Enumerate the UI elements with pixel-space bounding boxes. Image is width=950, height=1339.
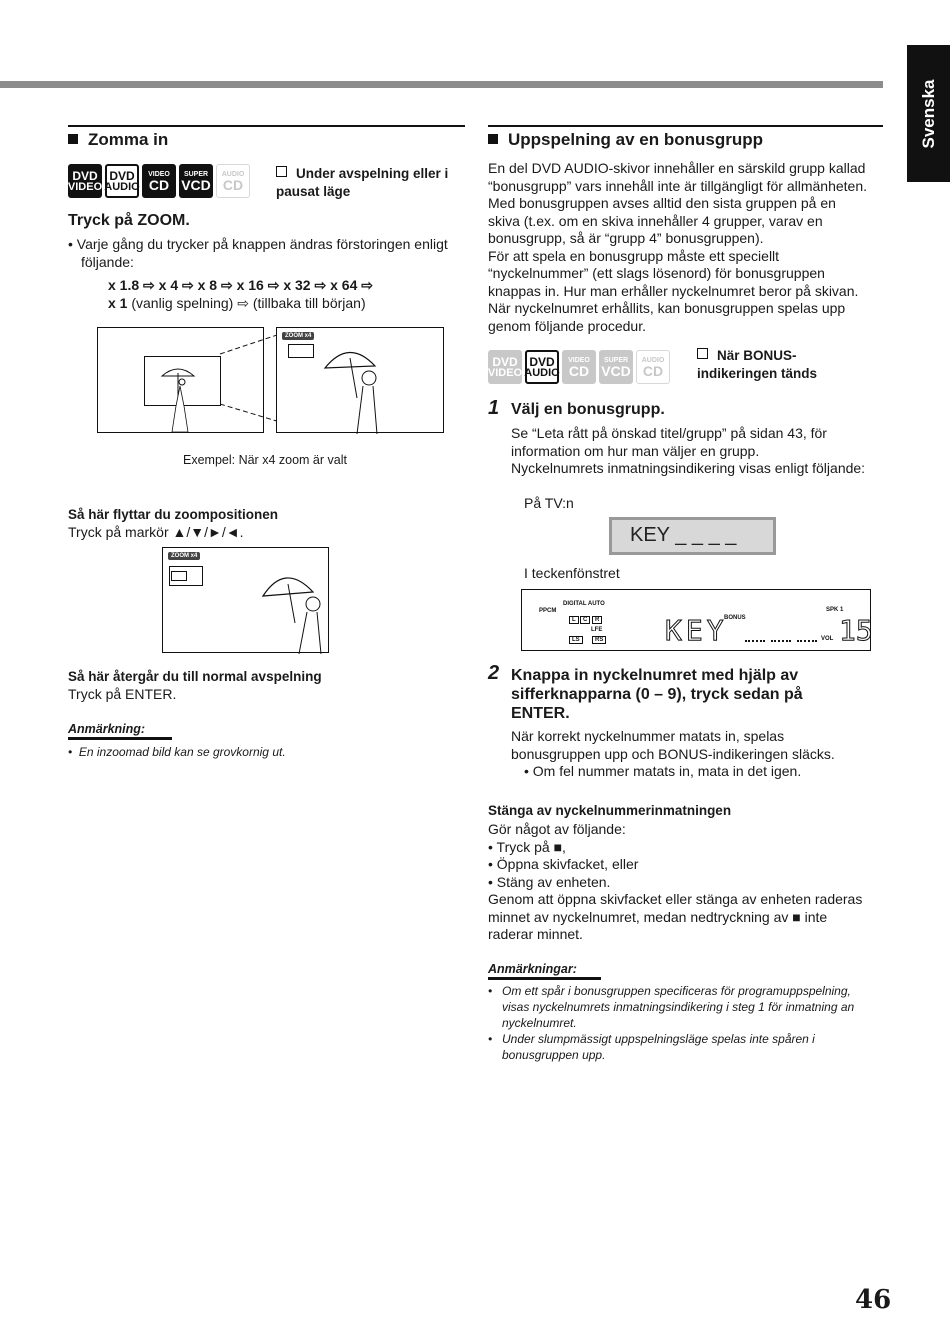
zoomed-view-frame bbox=[276, 327, 444, 433]
intro-line: “bonusgrupp” vars innehåll inte är tillgängligt för allmänheten. bbox=[488, 177, 867, 194]
super-vcd-badge: SUPER VCD bbox=[179, 164, 213, 198]
step-2-line: bonusgruppen upp och BONUS-indikeringen släcks. bbox=[511, 745, 835, 762]
zoom-sequence-x1: x 1 bbox=[108, 295, 128, 311]
square-bullet-icon bbox=[488, 134, 498, 144]
condition-text: Under avspelning eller i pausat läge bbox=[276, 166, 449, 199]
note-line: Om ett spår i bonusgruppen specificeras för programuppspelning, bbox=[502, 984, 851, 998]
step-1-line: information om hur man väljer en grupp. bbox=[511, 442, 760, 459]
digit-placeholder bbox=[771, 640, 791, 642]
stop-bullet: • Öppna skivfacket, eller bbox=[488, 856, 639, 872]
section-title-bonus bbox=[488, 130, 763, 150]
header-bar bbox=[0, 81, 883, 88]
note-rule bbox=[68, 737, 172, 740]
condition-text: När BONUS-indikeringen tänds bbox=[697, 348, 818, 381]
language-tab-label: Svenska bbox=[918, 79, 938, 148]
video-cd-badge: VIDEO CD bbox=[562, 350, 596, 384]
umbrella-person-moved-illustration bbox=[163, 548, 330, 654]
step-2-line: När korrekt nyckelnummer matats in, spelas bbox=[511, 728, 785, 744]
step-2-title-line: sifferknapparna (0 – 9), tryck sedan på bbox=[511, 686, 803, 703]
intro-line: Med bonusgruppen avses alltid den sista gruppen på en bbox=[488, 195, 836, 211]
channel-c: C bbox=[580, 616, 590, 624]
intro-line: skiva (t.ex. om en skiva innehåller 4 grupper, varav en bbox=[488, 212, 823, 229]
intro-line: bonusgrupp, så är “grupp 4” bonusgruppen). bbox=[488, 230, 764, 246]
move-zoom-frame bbox=[162, 547, 329, 653]
condition-note bbox=[276, 165, 466, 201]
notes-list bbox=[488, 983, 888, 1063]
page-number: 46 bbox=[855, 1285, 892, 1315]
super-vcd-badge: SUPER VCD bbox=[599, 350, 633, 384]
step-2-number: 2 bbox=[488, 662, 500, 684]
move-zoom-text: Tryck på markör ▲/▼/►/◄. bbox=[68, 524, 244, 540]
zoom-indicator-label-2: ZOOM x4 bbox=[168, 552, 200, 560]
digital-auto-indicator: DIGITAL AUTO bbox=[563, 601, 605, 607]
in-window-label: I teckenfönstret bbox=[524, 565, 620, 581]
zoom-bullet-text: Varje gång du trycker på knappen ändras förstoringen enligt följande: bbox=[76, 236, 448, 270]
dvd-video-badge: DVD VIDEO bbox=[68, 164, 102, 198]
step-1-title: Välj en bonusgrupp. bbox=[511, 401, 665, 418]
key-segment-text: KEY bbox=[665, 614, 728, 647]
dvd-audio-badge: DVD AUDIO bbox=[525, 350, 559, 384]
stop-bullet-text: Stäng av enheten. bbox=[496, 873, 611, 890]
channel-rs: RS bbox=[592, 636, 606, 644]
notes-rule bbox=[488, 977, 601, 980]
language-tab bbox=[907, 45, 950, 182]
note-title: Anmärkning: bbox=[68, 722, 146, 736]
zoom-sequence-rest: (vanlig spelning) ⇨ (tillbaka till början) bbox=[127, 295, 366, 311]
audio-cd-badge: AUDIO CD bbox=[216, 164, 250, 198]
digit-placeholder bbox=[745, 640, 765, 642]
note-line: bonusgruppen upp. bbox=[502, 1048, 606, 1062]
umbrella-person-large-illustration bbox=[277, 328, 445, 434]
intro-line: För att spela en bonusgrupp måste ett speciellt bbox=[488, 247, 780, 264]
stop-bullet-text: Tryck på ■, bbox=[496, 838, 566, 855]
dvd-video-badge: DVD VIDEO bbox=[488, 350, 522, 384]
tv-key-display: KEY _ _ _ _ bbox=[609, 517, 776, 555]
step-2-bullet: • Om fel nummer matats in, mata in det igen. bbox=[524, 763, 802, 779]
step-2-title-line: Knappa in nyckelnumret med hjälp av bbox=[511, 667, 799, 684]
stop-line: raderar minnet. bbox=[488, 926, 583, 942]
notes-title: Anmärkningar: bbox=[488, 962, 577, 976]
bonus-indicator: BONUS bbox=[724, 615, 746, 621]
ppcm-indicator: PPCM bbox=[539, 608, 557, 614]
disc-badges-right bbox=[488, 350, 670, 384]
stop-bullet: • Tryck på ■, bbox=[488, 838, 566, 855]
zoom-indicator-label: ZOOM x4 bbox=[282, 332, 314, 340]
intro-line: En del DVD AUDIO-skivor innehåller en särskild grupp kallad bbox=[488, 160, 866, 176]
intro-line: genom följande procedur. bbox=[488, 317, 646, 334]
vol-indicator: VOL bbox=[821, 636, 834, 642]
channel-ls: LS bbox=[569, 636, 583, 644]
stop-text-block bbox=[488, 821, 888, 944]
front-display-window bbox=[521, 589, 871, 651]
step-1-line: Se “Leta rått på önskad titel/grupp” på sidan 43, för bbox=[511, 425, 827, 441]
section-title-zoom bbox=[68, 130, 168, 150]
stop-intro: Gör något av följande: bbox=[488, 821, 626, 837]
lfe-indicator: LFE bbox=[591, 627, 603, 633]
channel-l: L bbox=[569, 616, 579, 624]
zoom-sequence-line1: x 1.8 ⇨ x 4 ⇨ x 8 ⇨ x 16 ⇨ x 32 ⇨ x 64 ⇨ bbox=[108, 277, 373, 293]
audio-cd-badge: AUDIO CD bbox=[636, 350, 670, 384]
intro-line: knappas in. Hur man erhåller nyckelnumret beror på skivan. bbox=[488, 282, 859, 299]
condition-note-right bbox=[697, 347, 857, 383]
spk-indicator: SPK 1 bbox=[826, 607, 844, 613]
return-normal-heading: Så här återgår du till normal avspelning bbox=[68, 669, 322, 684]
step-1-number: 1 bbox=[488, 397, 500, 419]
step-2-title-line: ENTER. bbox=[511, 705, 570, 722]
zoom-sequence-line2 bbox=[108, 295, 366, 313]
step-2-bullet-text: Om fel nummer matats in, mata in det igen. bbox=[532, 763, 802, 779]
intro-line: “nyckelnummer” (ett slags lösenord) för bonusgruppen bbox=[488, 265, 825, 281]
on-tv-label: På TV:n bbox=[524, 495, 574, 511]
dvd-audio-badge: DVD AUDIO bbox=[105, 164, 139, 198]
step-1-line: Nyckelnumrets inmatningsindikering visas enligt följande: bbox=[511, 460, 866, 476]
bonus-intro bbox=[488, 160, 888, 335]
stop-bullet: • Stäng av enheten. bbox=[488, 873, 611, 890]
stop-bullet-text: Öppna skivfacket, eller bbox=[496, 856, 639, 872]
zoom-bullet: • Varje gång du trycker på knappen ändras förstoringen enligt följande: bbox=[68, 236, 448, 270]
note-line: Under slumpmässigt uppspelningsläge spelas inte spåren i bbox=[502, 1032, 815, 1046]
disc-badges bbox=[68, 164, 250, 198]
note-item: • Under slumpmässigt uppspelningsläge spelas inte spåren i bonusgruppen upp. bbox=[488, 1032, 815, 1062]
return-normal-text: Tryck på ENTER. bbox=[68, 686, 177, 702]
section-rule bbox=[68, 125, 465, 127]
move-zoom-heading: Så här flyttar du zoompositionen bbox=[68, 507, 279, 522]
volume-segment-number: 15 bbox=[839, 614, 873, 647]
video-cd-badge: VIDEO CD bbox=[142, 164, 176, 198]
note-line: nyckelnumret. bbox=[502, 1016, 577, 1030]
stop-line: Genom att öppna skivfacket eller stänga av enheten raderas bbox=[488, 891, 863, 907]
checkbox-icon bbox=[276, 166, 287, 177]
intro-line: När nyckelnumret erhållits, kan bonusgruppen spelas upp bbox=[488, 300, 846, 316]
square-bullet-icon bbox=[68, 134, 78, 144]
channel-r: R bbox=[592, 616, 602, 624]
step-2-title bbox=[511, 666, 891, 723]
step-2-text bbox=[511, 728, 891, 781]
stop-heading: Stänga av nyckelnummerinmatningen bbox=[488, 803, 732, 818]
press-zoom-heading: Tryck på ZOOM. bbox=[68, 212, 190, 229]
note-line: visas nyckelnumrets inmatningsindikering i steg 1 för inmatning an bbox=[502, 1000, 855, 1014]
section-title-text: Zomma in bbox=[88, 130, 169, 149]
step-1-text bbox=[511, 425, 891, 478]
note-text-content: En inzoomad bild kan se grovkornig ut. bbox=[78, 745, 286, 759]
section-title-text: Uppspelning av en bonusgrupp bbox=[508, 130, 763, 149]
checkbox-icon bbox=[697, 348, 708, 359]
section-rule-right bbox=[488, 125, 883, 127]
stop-line: minnet av nyckelnumret, medan nedtryckning av ■ inte bbox=[488, 908, 828, 925]
figure-caption: Exempel: När x4 zoom är valt bbox=[183, 453, 347, 467]
digit-placeholder bbox=[797, 640, 817, 642]
note-text: • En inzoomad bild kan se grovkornig ut. bbox=[68, 745, 286, 759]
note-item: • Om ett spår i bonusgruppen specificeras för programuppspelning, visas nyckelnumrets inmatningsindikering i steg 1 för inmatning an nyckelnumret. bbox=[488, 984, 855, 1030]
